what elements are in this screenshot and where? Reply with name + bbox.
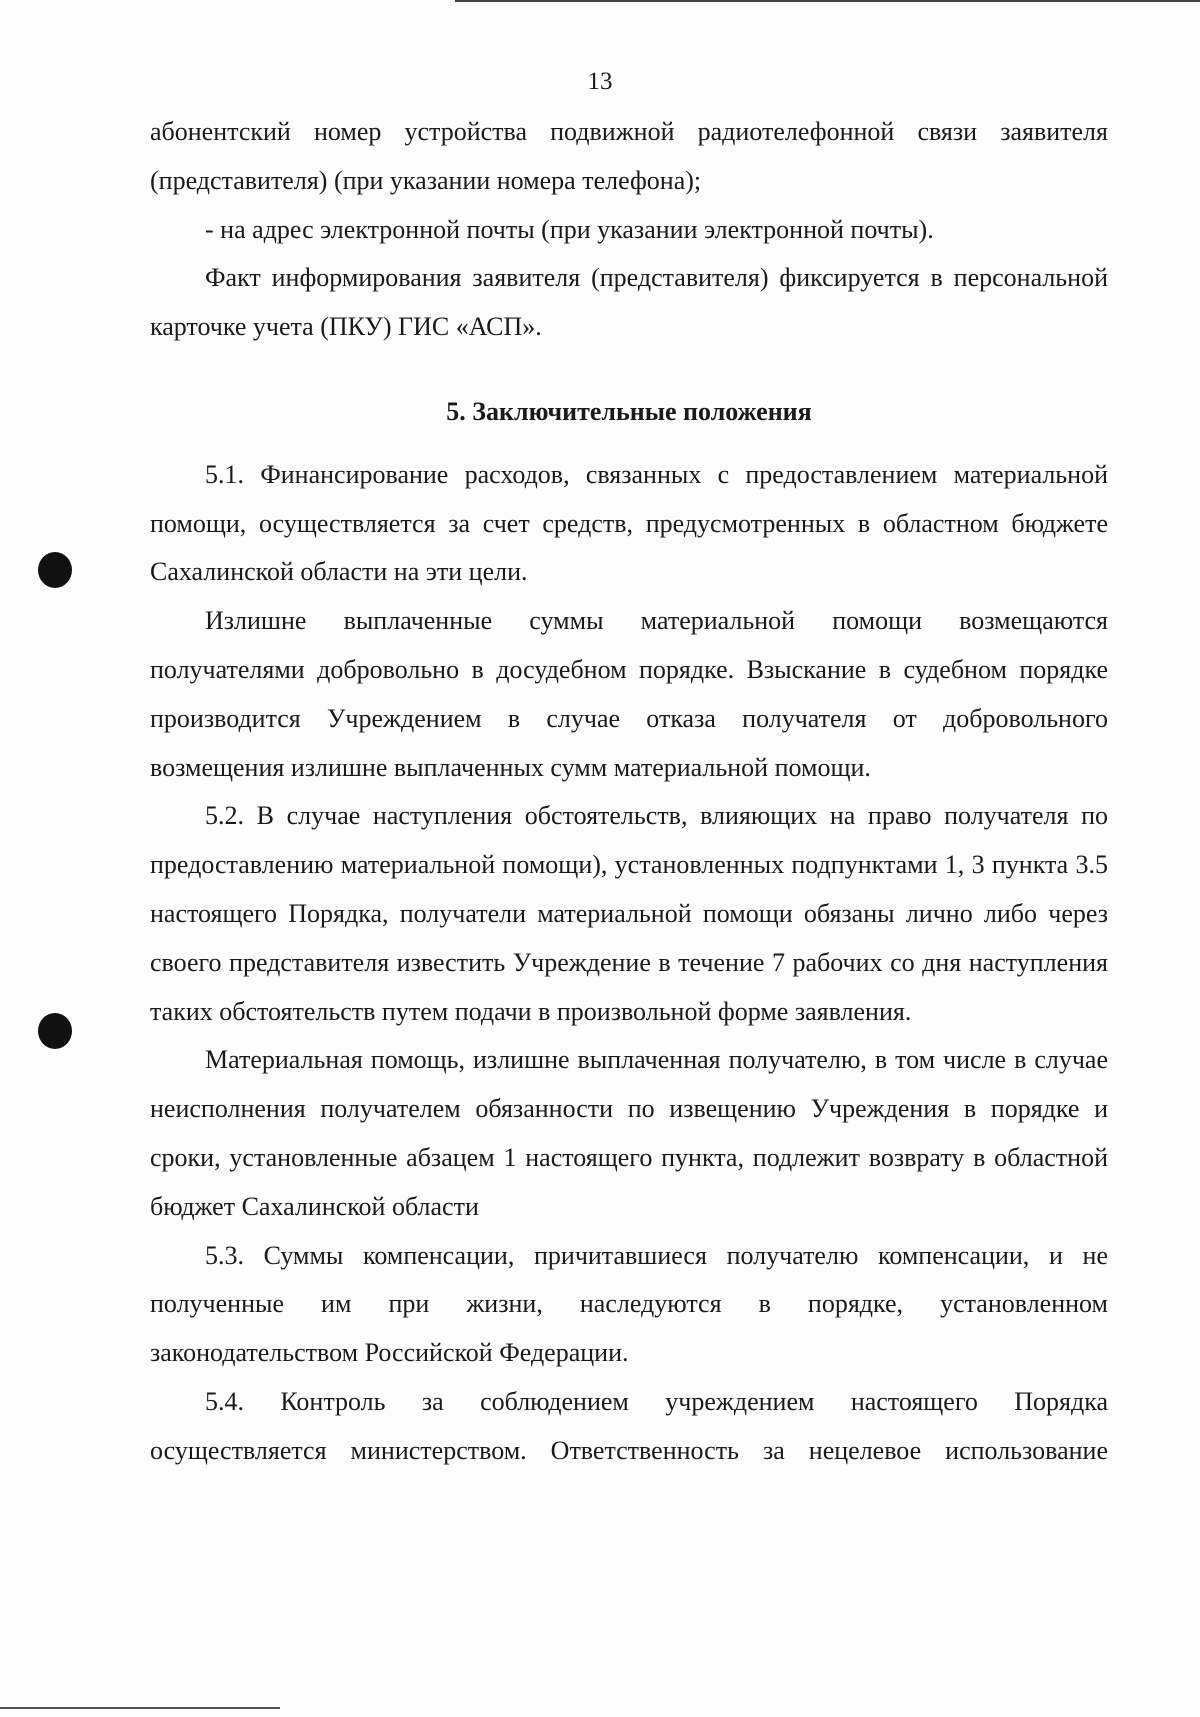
punch-hole-upper: [38, 552, 72, 588]
paragraph-overpayment-refund: Излишне выплаченные суммы материальной помощи возмещаются получателями добровольно в досудебном порядке. Взыскание в судебном порядке производится Учреждением в случае отказа получателя от добровольного возмещения излишне выплаченных сумм материальной помощи.: [150, 606, 1108, 782]
paragraph-overpaid-assistance-return: Материальная помощь, излишне выплаченная получателю, в том числе в случае неисполнения получателем обязанности по извещению Учреждения в порядке и сроки, установленные абзацем 1 настоящего пункта, подлежит возврату в областной бюджет Сахалинской области: [150, 1045, 1108, 1221]
paragraph-email-notice: - на адрес электронной почты (при указании электронной почты).: [205, 214, 934, 244]
paragraph-5-3: 5.3. Суммы компенсации, причитавшиеся получателю компенсации, и не полученные им при жизни, наследуются в порядке, установленном законодательством Российской Федерации.: [150, 1240, 1108, 1368]
section-heading: 5. Заключительные положения: [446, 396, 812, 426]
bottom-scan-edge-line: [0, 1707, 280, 1709]
paragraph-5-2: 5.2. В случае наступления обстоятельств, влияющих на право получателя по предоставлению материальной помощи), установленных подпунктами 1, 3 пункта 3.5 настоящего Порядка, получатели материальной помощи обязаны лично либо через своего представителя известить Учреждение в течение 7 рабочих со дня наступления таких обстоятельств путем подачи в произвольной форме заявления.: [150, 801, 1108, 1026]
top-scan-edge-line: [455, 0, 1200, 2]
punch-hole-lower: [38, 1013, 72, 1049]
document-body: [150, 108, 1108, 1476]
paragraph-5-4: 5.4. Контроль за соблюдением учреждением настоящего Порядка осуществляется министерством. Ответственность за нецелевое использование: [150, 1386, 1108, 1465]
paragraph-5-1: 5.1. Финансирование расходов, связанных с предоставлением материальной помощи, осуществляется за счет средств, предусмотренных в областном бюджете Сахалинской области на эти цели.: [150, 459, 1108, 587]
page-number: 13: [587, 68, 613, 95]
paragraph-fact-recorded: Факт информирования заявителя (представителя) фиксируется в персональной карточке учета (ПКУ) ГИС «АСП».: [150, 263, 1108, 342]
paragraph-continuation: абонентский номер устройства подвижной радиотелефонной связи заявителя (представителя) (при указании номера телефона);: [150, 117, 1108, 195]
